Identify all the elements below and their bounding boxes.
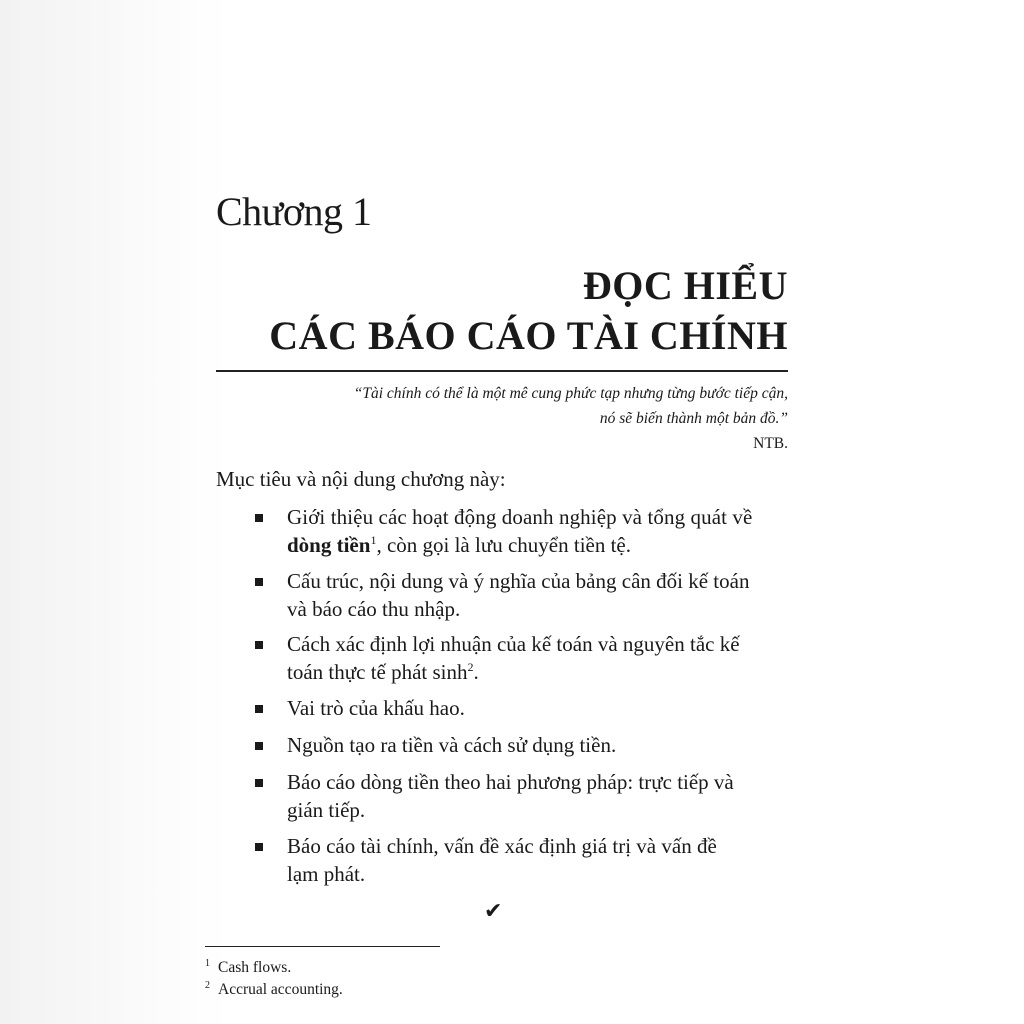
bullet-marker xyxy=(255,705,263,713)
item-2-line-2: và báo cáo thu nhập. xyxy=(287,597,461,621)
chapter-title-line-2: CÁC BÁO CÁO TÀI CHÍNH xyxy=(269,313,788,358)
bullet-marker xyxy=(255,641,263,649)
epigraph-author: NTB. xyxy=(753,435,788,452)
footnote-2 xyxy=(205,980,343,999)
footnote-ref-2: 2 xyxy=(467,660,474,674)
bullet-marker xyxy=(255,514,263,522)
bullet-marker xyxy=(255,578,263,586)
bullet-marker xyxy=(255,742,263,750)
item-4-line-1: Vai trò của khấu hao. xyxy=(287,696,465,720)
item-6-line-2: gián tiếp. xyxy=(287,798,366,822)
item-1-line-1: Giới thiệu các hoạt động doanh nghiệp và tổng quát về xyxy=(287,505,753,529)
footnote-1-number: 1 xyxy=(205,958,210,969)
item-7-line-1: Báo cáo tài chính, vấn đề xác định giá trị và vấn đề xyxy=(287,834,717,858)
footnote-ref-1: 1 xyxy=(370,533,377,547)
item-1-line-2-rest: , còn gọi là lưu chuyển tiền tệ. xyxy=(376,533,632,557)
item-1-bold-term: dòng tiền xyxy=(287,533,371,557)
checkmark-icon: ✔ xyxy=(484,898,503,923)
bullet-marker xyxy=(255,779,263,787)
title-divider xyxy=(216,370,788,372)
item-5-line-1: Nguồn tạo ra tiền và cách sử dụng tiền. xyxy=(287,733,617,757)
intro-text: Mục tiêu và nội dung chương này: xyxy=(216,467,506,491)
item-3-line-1: Cách xác định lợi nhuận của kế toán và nguyên tắc kế xyxy=(287,632,740,656)
epigraph-line-2: nó sẽ biến thành một bản đồ.” xyxy=(599,410,788,427)
item-6-line-1: Báo cáo dòng tiền theo hai phương pháp: trực tiếp và xyxy=(287,770,734,794)
chapter-title-line-1: ĐỌC HIỂU xyxy=(582,263,788,308)
epigraph-line-1: “Tài chính có thể là một mê cung phức tạp nhưng từng bước tiếp cận, xyxy=(353,385,788,402)
item-7-line-2: lạm phát. xyxy=(287,862,366,886)
item-3-line-2-text: toán thực tế phát sinh xyxy=(287,660,468,684)
footnote-1-text: Cash flows. xyxy=(218,959,292,977)
item-1-line-2 xyxy=(287,533,631,558)
footnote-2-number: 2 xyxy=(205,980,210,991)
item-3-line-2 xyxy=(287,660,479,685)
item-3-line-2-end: . xyxy=(473,660,479,684)
bullet-marker xyxy=(255,843,263,851)
footnote-2-text: Accrual accounting. xyxy=(218,981,343,999)
item-2-line-1: Cấu trúc, nội dung và ý nghĩa của bảng cân đối kế toán xyxy=(287,569,750,593)
footnote-divider xyxy=(205,946,440,947)
chapter-label: Chương 1 xyxy=(216,189,372,234)
footnote-1 xyxy=(205,958,291,977)
